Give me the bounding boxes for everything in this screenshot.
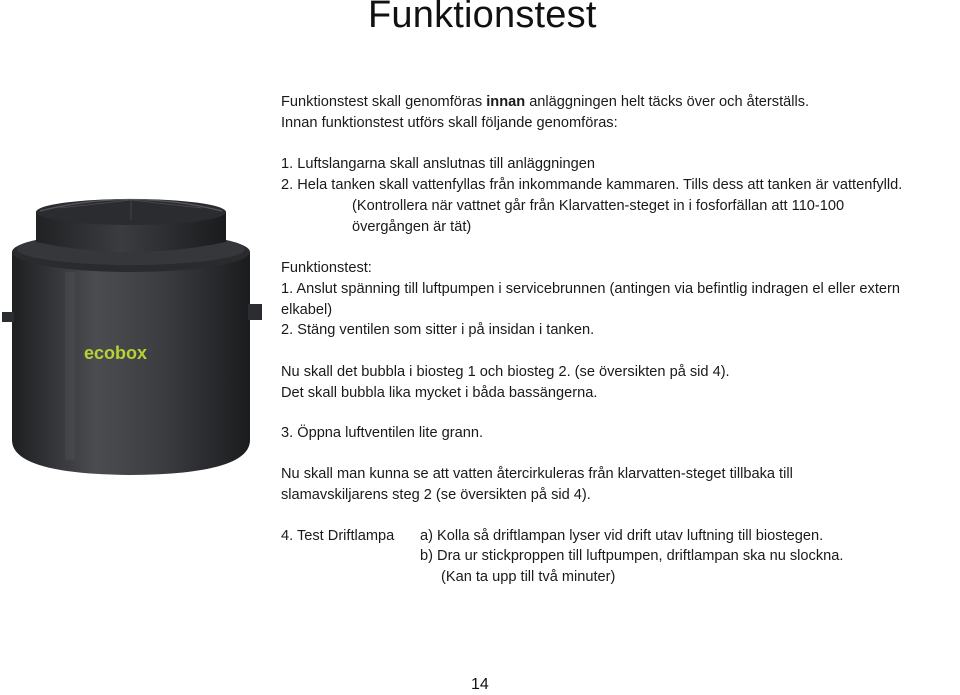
bubble-line-1: Nu skall det bubbla i biosteg 1 och biosteg 2. (se översikten på sid 4). [281, 364, 730, 380]
step-4-c: (Kan ta upp till två minuter) [441, 569, 616, 585]
prep-item-2: 2. Hela tanken skall vattenfyllas från inkommande kammaren. Tills dess att tanken är vattenfylld. [281, 177, 903, 193]
page-number: 14 [471, 676, 489, 693]
ecobox-tank-image [0, 192, 262, 477]
prep-item-1: 1. Luftslangarna skall anslutnas till anläggningen [281, 156, 595, 172]
step-4-a: a) Kolla så driftlampan lyser vid drift utav luftning till biostegen. [420, 528, 824, 544]
intro-line-2: Innan funktionstest utförs skall följande genomföras: [281, 115, 618, 131]
bubble-line-2: Det skall bubbla lika mycket i båda bassängerna. [281, 385, 598, 401]
page-title: Funktionstest [368, 0, 597, 36]
section-heading: Funktionstest: [281, 260, 372, 276]
step-1-line-1: 1. Anslut spänning till luftpumpen i servicebrunnen (antingen via befintlig indragen el eller extern [281, 281, 900, 297]
prep-note-line-2: övergången är tät) [352, 219, 472, 235]
intro-line-1: Funktionstest skall genomföras innan anläggningen helt täcks över och återställs. [281, 94, 810, 110]
recirc-line-1: Nu skall man kunna se att vatten återcirkuleras från klarvatten-steget tillbaka till [281, 466, 793, 482]
recirc-line-2: slamavskiljarens steg 2 (se översikten på sid 4). [281, 487, 591, 503]
step-1-line-2: elkabel) [281, 302, 333, 318]
step-4-b: b) Dra ur stickproppen till luftpumpen, driftlampan ska nu slockna. [420, 548, 844, 564]
prep-note-line-1: (Kontrollera när vattnet går från Klarvatten-steget in i fosforfällan att 110-100 [352, 198, 845, 214]
step-4-label: 4. Test Driftlampa [281, 528, 395, 544]
step-3: 3. Öppna luftventilen lite grann. [281, 425, 484, 441]
ecobox-logo: ecobox [84, 343, 148, 363]
step-2: 2. Stäng ventilen som sitter i på insidan i tanken. [281, 322, 595, 338]
